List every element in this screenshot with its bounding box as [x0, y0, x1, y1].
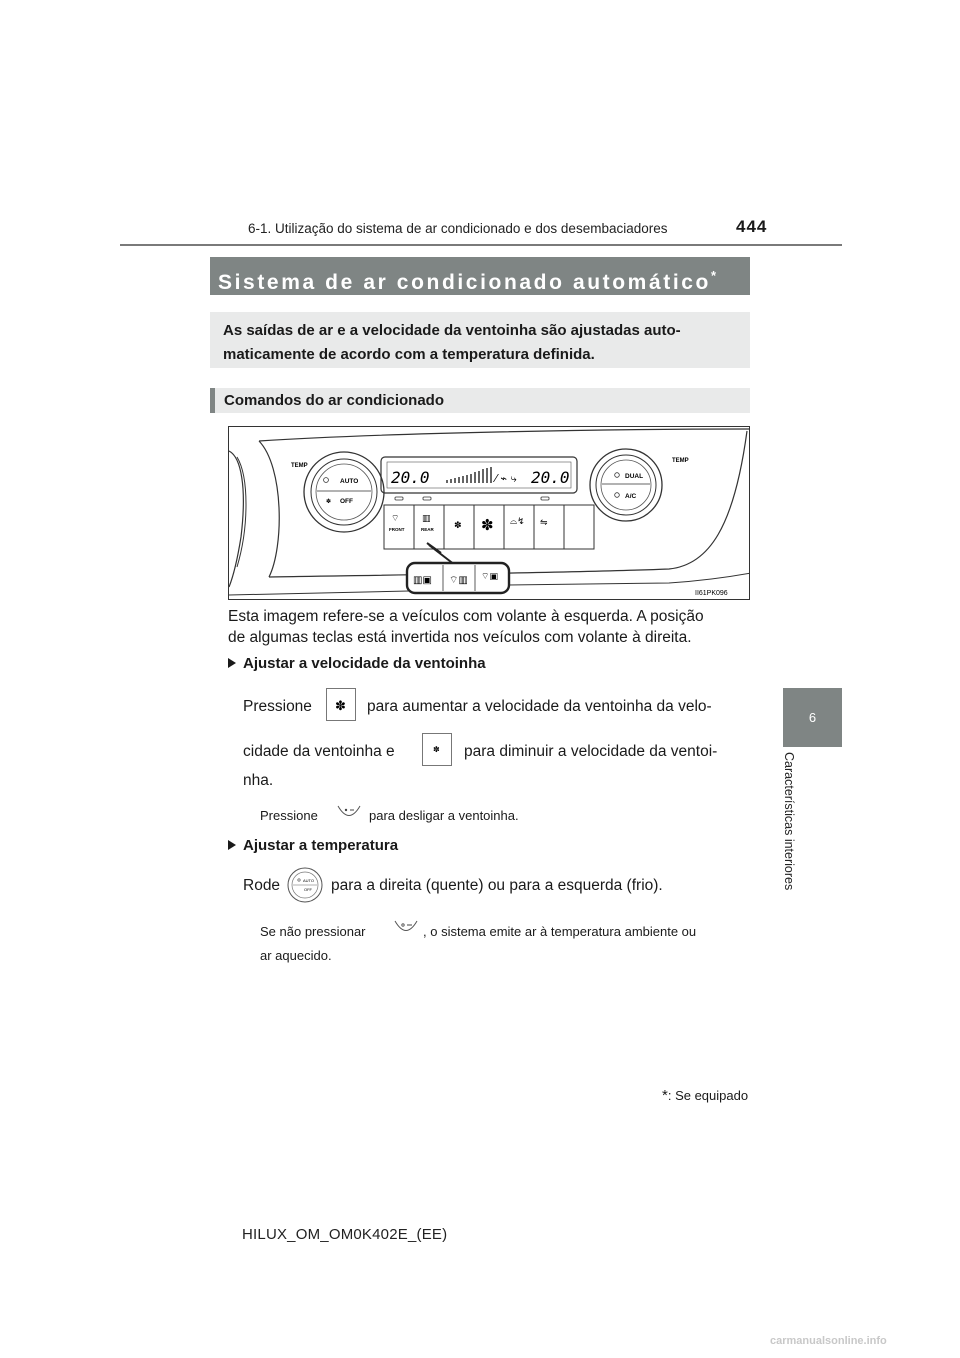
footnote-text: : Se equipado: [667, 1088, 749, 1103]
off-key-icon: [336, 803, 362, 823]
fan-note-before: Pressione: [260, 808, 318, 823]
fan-note-after: para desligar a ventoinha.: [369, 808, 519, 823]
header-divider: [120, 244, 842, 246]
display-left-temp: 20.0: [391, 468, 430, 487]
fan-increase-key-icon: [326, 688, 356, 721]
section-title: [210, 257, 750, 295]
temp-right-label: TEMP: [672, 458, 689, 464]
figure-caption: [228, 606, 704, 648]
fan-speed-heading: [228, 655, 486, 672]
temp-note-line2: ar aquecido.: [260, 948, 332, 963]
svg-text:AUTO: AUTO: [303, 878, 315, 883]
temp-note-line1-before: Se não pressionar: [260, 924, 366, 939]
intro-line-2: maticamente de acordo com a temperatura definida.: [223, 346, 595, 363]
temp-note-line1-after: , o sistema emite ar à temperatura ambiente ou: [423, 924, 697, 939]
svg-text:⌔: ⌔: [391, 514, 400, 524]
svg-text:⌔▣: ⌔▣: [481, 572, 498, 582]
equipped-mark: *: [710, 268, 717, 283]
caption-line-2: de algumas teclas está invertida nos veículos com volante à direita.: [228, 629, 692, 646]
display-right-temp: 20.0: [531, 468, 570, 487]
fan-decrease-key-icon: [422, 733, 452, 766]
document-code: HILUX_OM_OM0K402E_(EE): [242, 1226, 448, 1243]
temperature-dial-icon: [287, 867, 323, 903]
ac-label: A/C: [625, 493, 637, 500]
front-label: FRONT: [389, 527, 405, 532]
page-number: 444: [736, 217, 768, 236]
subsection-title: Comandos do ar condicionado: [210, 388, 750, 413]
fan-p3: nha.: [243, 772, 274, 789]
fan-p2-after: para diminuir a velocidade da ventoi-: [464, 743, 718, 760]
svg-text:✽: ✽: [454, 521, 462, 531]
bullet-triangle-icon: [228, 658, 236, 668]
footnote: [662, 1087, 748, 1104]
watermark: carmanualsonline.info: [770, 1335, 887, 1347]
footnote-mark: *: [662, 1087, 668, 1104]
chapter-title-vertical: [756, 752, 836, 924]
temp-p-before: Rode: [243, 877, 281, 894]
temp-p-after: para a direita (quente) ou para a esquerda (frio).: [331, 877, 663, 894]
off-label: OFF: [340, 498, 353, 505]
ac-panel-illustration: [229, 427, 750, 600]
svg-text:✽: ✽: [481, 516, 494, 534]
intro-box: [210, 312, 750, 368]
svg-text:✽: ✽: [335, 699, 346, 714]
intro-line-1: As saídas de ar e a velocidade da ventoinha são ajustadas auto-: [223, 322, 681, 339]
fan-p1-before: Pressione: [243, 698, 312, 715]
ac-control-panel-figure: [228, 426, 750, 600]
fan-speed-heading-text: Ajustar a velocidade da ventoinha: [243, 655, 486, 672]
svg-text:⇋: ⇋: [540, 518, 548, 528]
svg-text:OFF: OFF: [304, 887, 312, 892]
auto-key-icon: [393, 918, 419, 938]
svg-text:✽: ✽: [433, 745, 440, 754]
rear-label: REAR: [421, 527, 434, 532]
temperature-heading: [228, 837, 398, 854]
chapter-tab: [783, 688, 842, 747]
fan-p1-after: para aumentar a velocidade da ventoinha da velo-: [367, 698, 712, 715]
svg-text:⌔▥: ⌔▥: [449, 575, 468, 586]
temp-left-label: TEMP: [291, 463, 308, 469]
dual-label: DUAL: [625, 473, 644, 480]
auto-label: AUTO: [340, 478, 359, 485]
svg-text:✽: ✽: [326, 499, 332, 505]
fan-p2-before: cidade da ventoinha e: [243, 743, 395, 760]
svg-text:▥▣: ▥▣: [413, 575, 432, 586]
svg-text:⁄ ⌁ ⤷: ⁄ ⌁ ⤷: [495, 472, 517, 485]
temperature-heading-text: Ajustar a temperatura: [243, 837, 399, 854]
svg-text:⌓↯: ⌓↯: [510, 517, 525, 527]
header-section-path: 6-1. Utilização do sistema de ar condicionado e dos desembaciadores: [248, 221, 668, 236]
bullet-triangle-icon: [228, 840, 236, 850]
figure-code: II61PK096: [695, 590, 728, 597]
svg-text:▥: ▥: [422, 514, 431, 524]
chapter-title: Características interiores: [782, 752, 796, 891]
section-title-text: Sistema de ar condicionado automático: [218, 271, 711, 294]
caption-line-1: Esta imagem refere-se a veículos com volante à esquerda. A posição: [228, 608, 704, 625]
chapter-number: 6: [808, 710, 817, 725]
